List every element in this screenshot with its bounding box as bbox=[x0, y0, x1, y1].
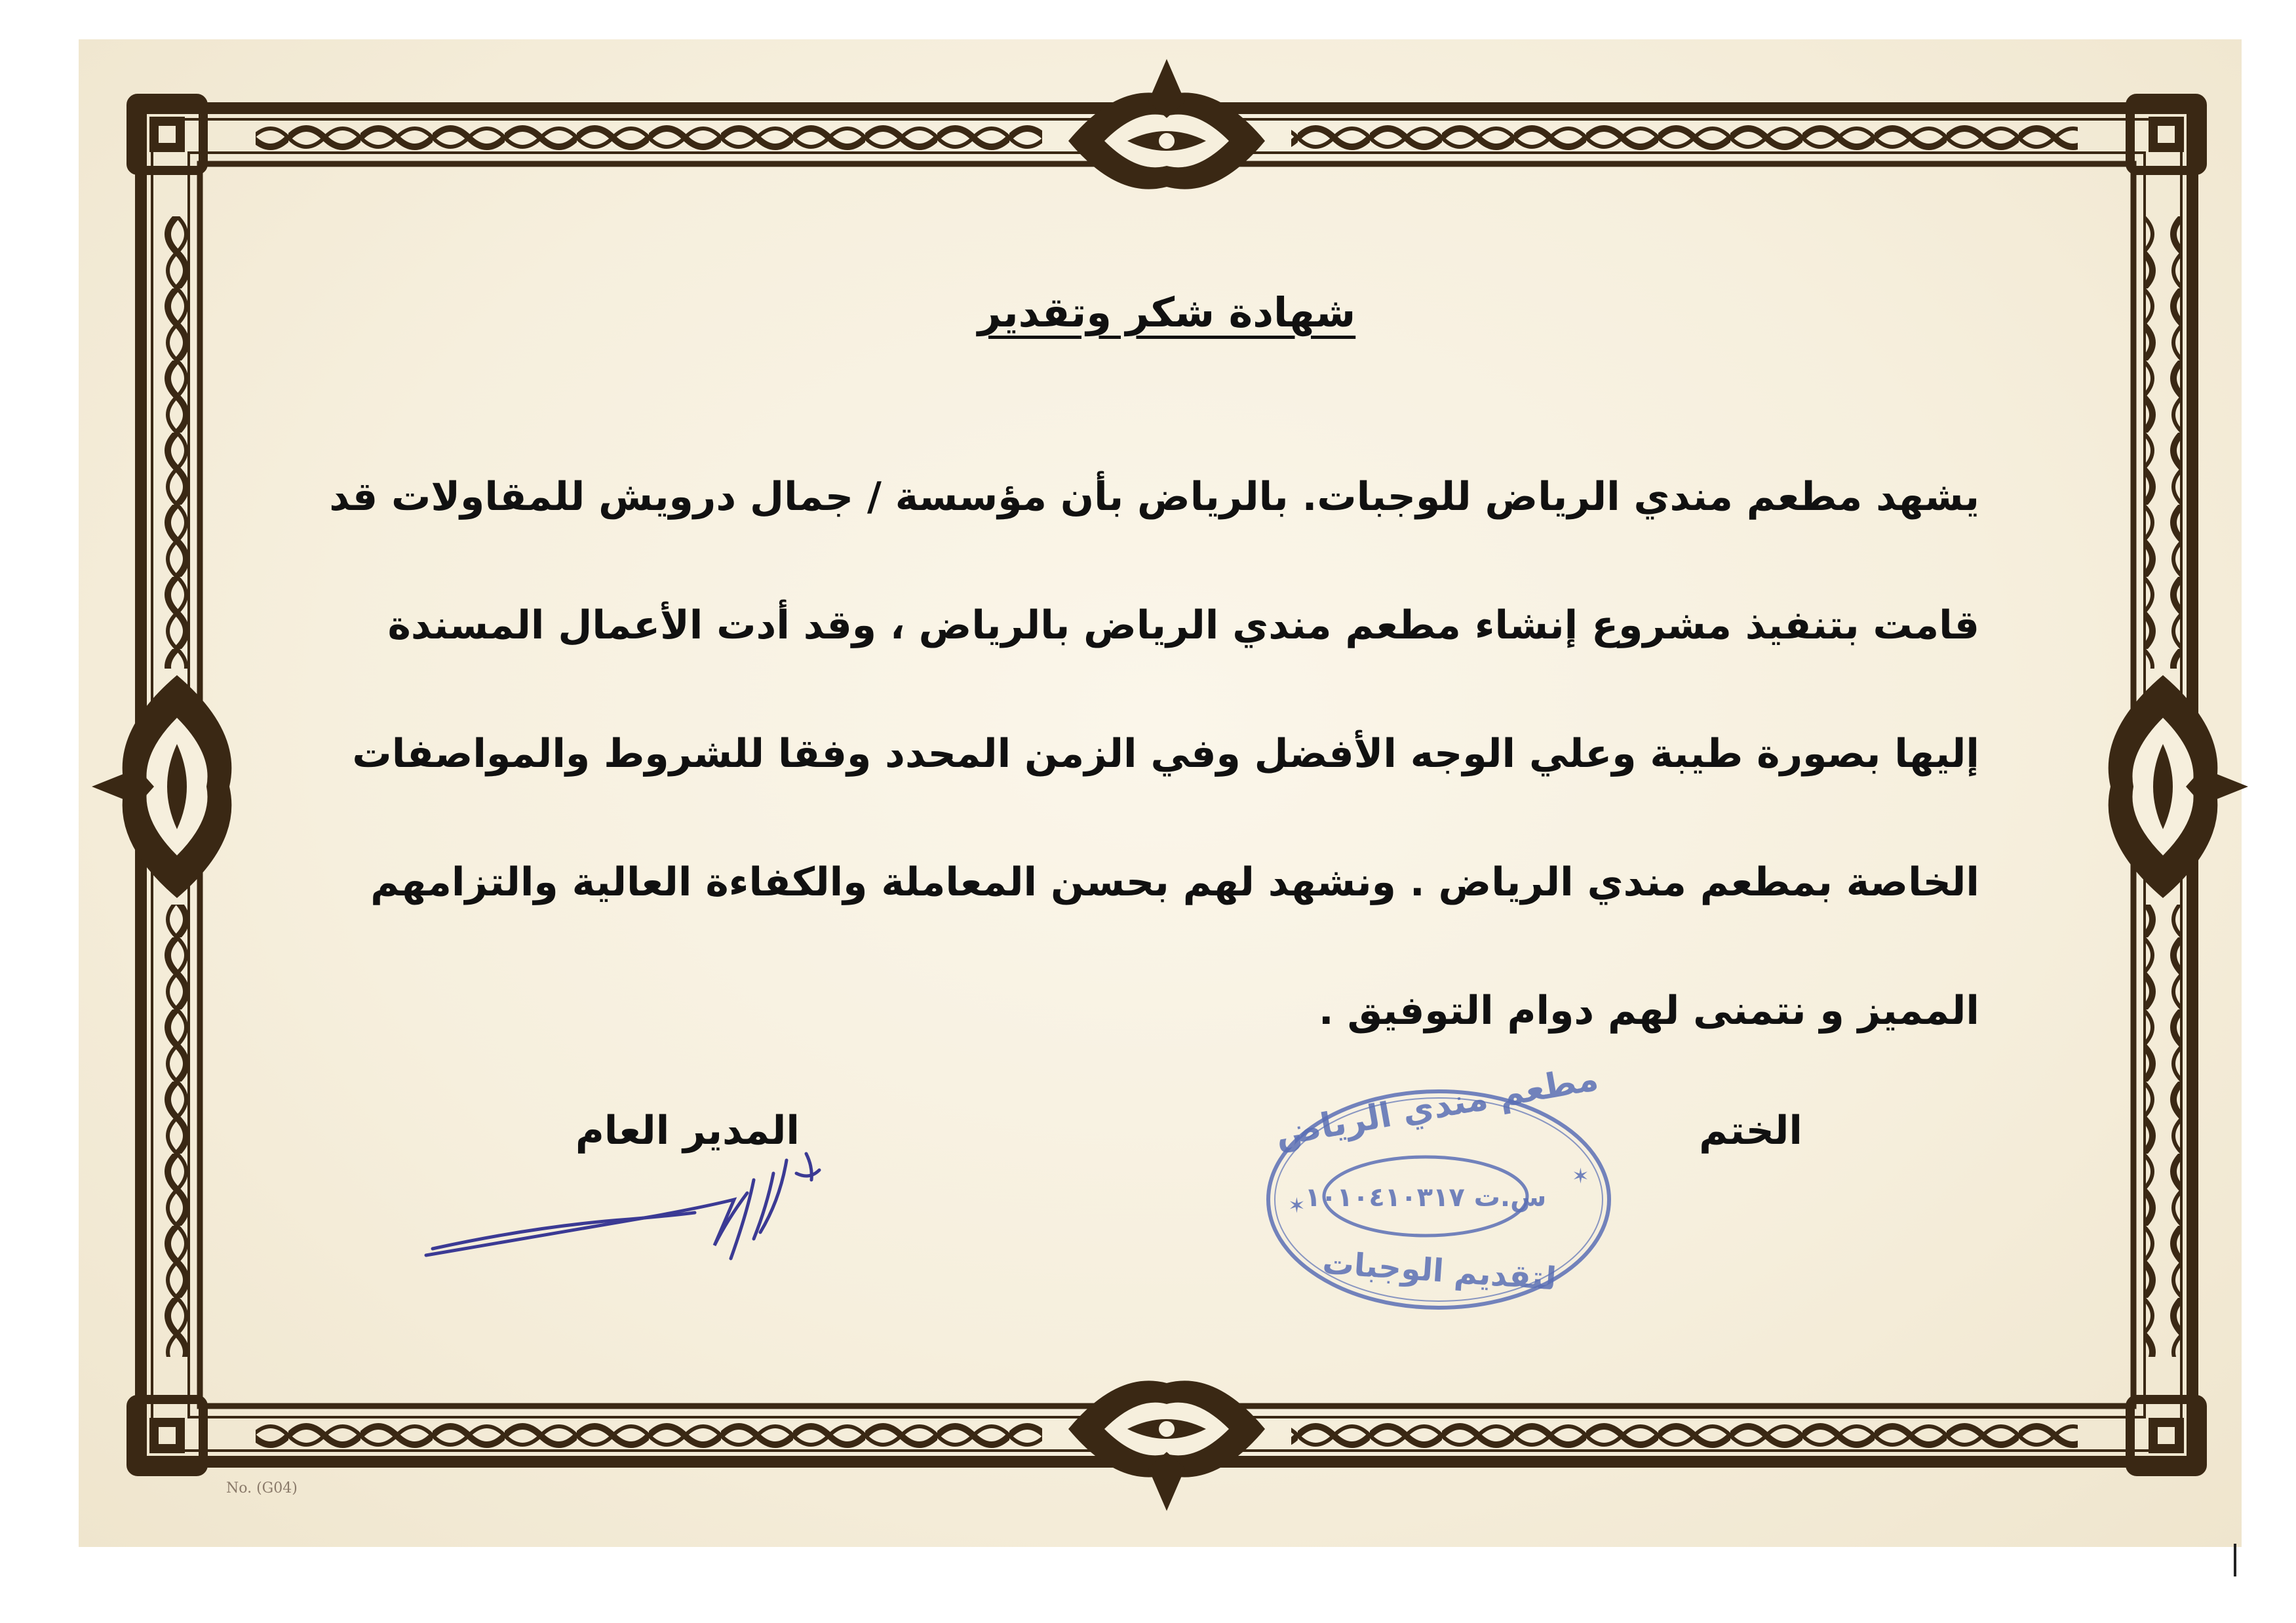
body-line: المميز و نتمنى لهم دوام التوفيق . bbox=[1318, 988, 1979, 1034]
scan-edge-mark bbox=[2234, 1544, 2236, 1576]
top-medallion bbox=[1068, 59, 1265, 189]
signature bbox=[426, 1154, 819, 1259]
seal-label: الختم bbox=[1699, 1108, 1802, 1154]
body-line: إليها بصورة طيبة وعلي الوجه الأفضل وفي الزمن المحدد وفقا للشروط والمواصفات bbox=[352, 731, 1979, 777]
bottom-left-band bbox=[256, 1413, 1042, 1452]
right-bottom-band bbox=[2143, 905, 2183, 1357]
body-line: يشهد مطعم مندي الرياض للوجبات. بالرياض بأن مؤسسة / جمال درويش للمقاولات قد bbox=[329, 474, 1979, 520]
bottom-right-band bbox=[1291, 1413, 2078, 1452]
body-line: الخاصة بمطعم مندي الرياض . ونشهد لهم بحسن المعاملة والكفاءة العالية والتزامهم bbox=[370, 859, 1979, 905]
right-medallion bbox=[2109, 675, 2248, 898]
top-right-band bbox=[1291, 118, 2078, 157]
certificate-title: شهادة شكر وتقدير bbox=[977, 288, 1356, 336]
certificate-body bbox=[329, 465, 1979, 1108]
left-top-band bbox=[151, 216, 190, 669]
left-medallion bbox=[92, 675, 231, 898]
stamp-star-icon: ✶ bbox=[1288, 1193, 1306, 1218]
body-line: قامت بتنفيذ مشروع إنشاء مطعم مندي الرياض بالرياض ، وقد أدت الأعمال المسندة bbox=[387, 602, 1979, 648]
bottom-medallion bbox=[1068, 1380, 1265, 1511]
stamp-inner-text: س.ت ١٠١٠٤١٠٣١٧ bbox=[1304, 1183, 1547, 1213]
catalog-number: No. (G04) bbox=[226, 1480, 298, 1496]
right-top-band bbox=[2143, 216, 2183, 669]
stamp-outer-text: مطعم مندي الرياض bbox=[1272, 1059, 1601, 1155]
left-bottom-band bbox=[151, 905, 190, 1357]
general-manager-label: المدير العام bbox=[575, 1108, 800, 1154]
stamp-bottom-text: لتقديم الوجبات bbox=[1321, 1244, 1558, 1298]
stamp-star-icon: ✶ bbox=[1572, 1163, 1589, 1188]
top-left-band bbox=[256, 118, 1042, 157]
